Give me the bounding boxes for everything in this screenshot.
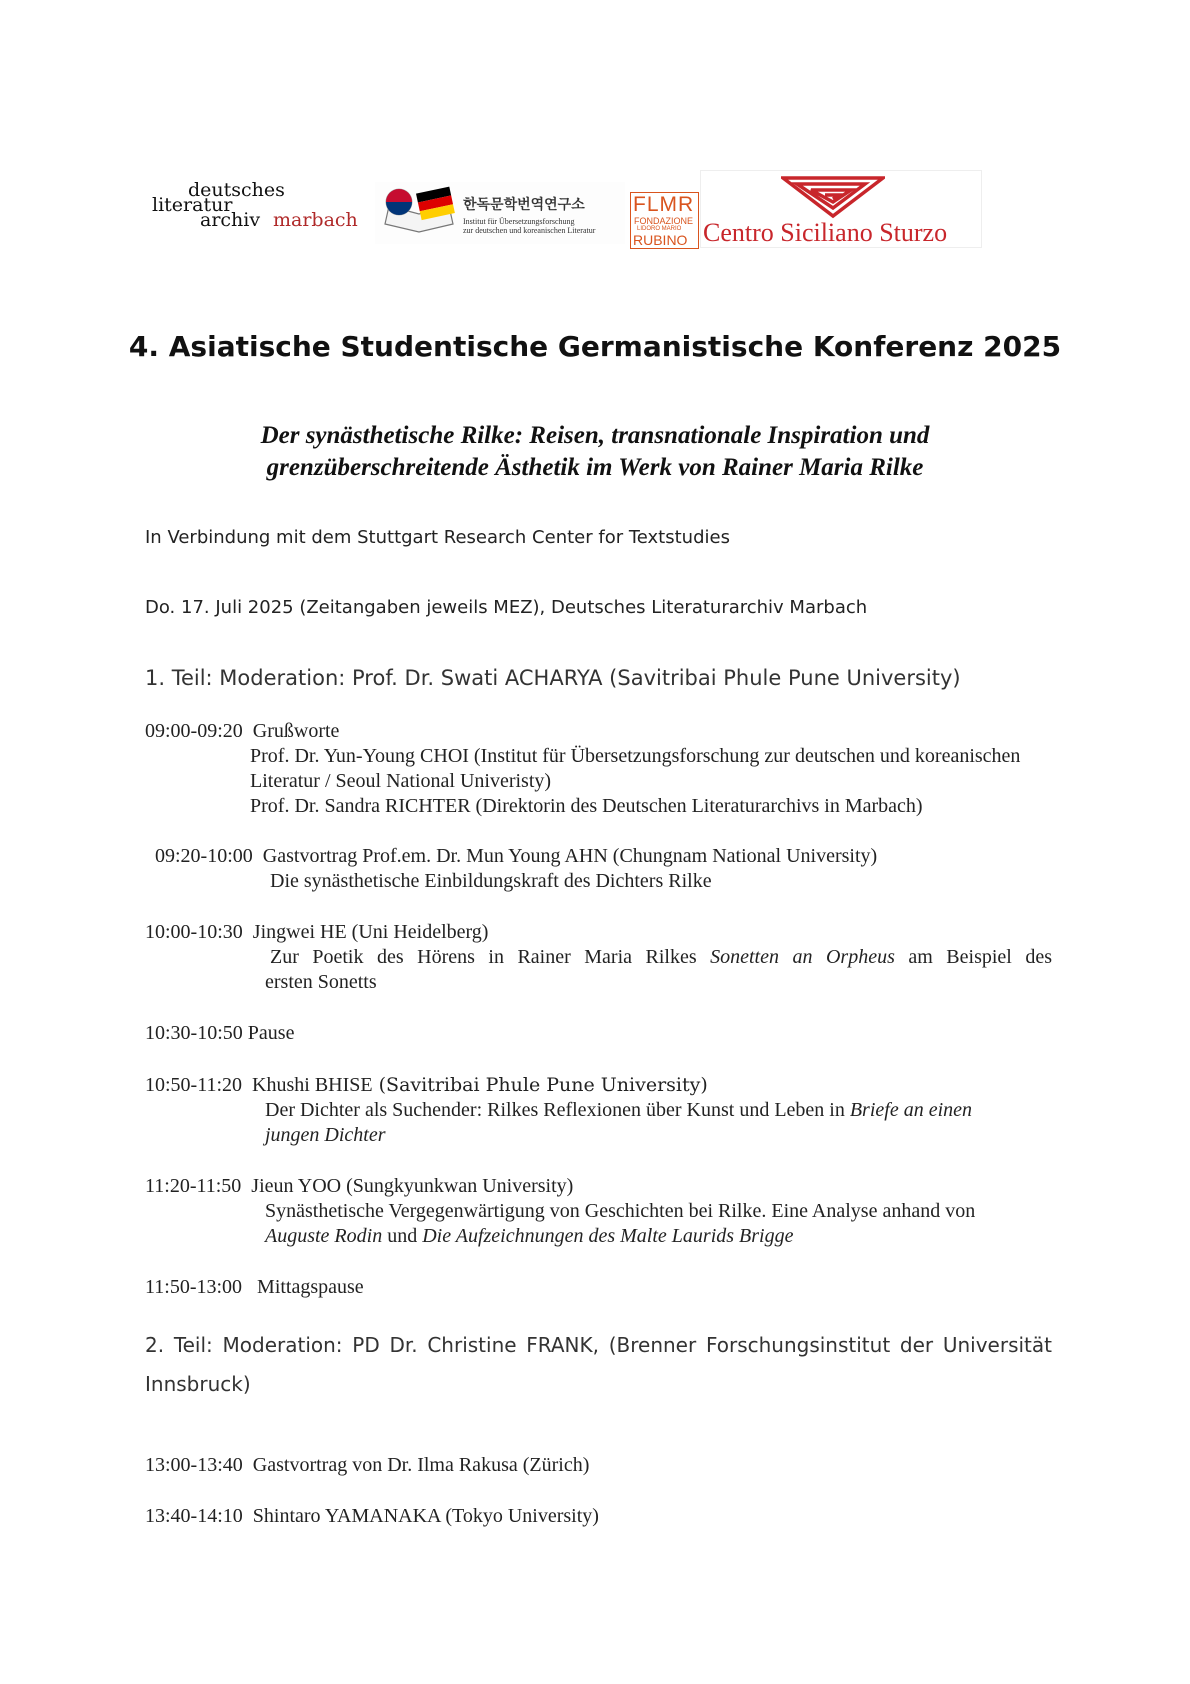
schedule-item: [145, 1022, 294, 1045]
time-slot: 10:30-10:50: [145, 1022, 243, 1044]
time-slot: 09:20-10:00: [155, 845, 253, 867]
session-detail-line: [270, 946, 1052, 969]
work-title: Die Aufzeichnungen des Malte Laurids Brigge: [422, 1225, 794, 1247]
part2-moderation-line2: Innsbruck): [145, 1372, 251, 1396]
session-title: Jieun YOO (Sungkyunkwan University): [251, 1175, 574, 1197]
part1-moderation: 1. Teil: Moderation: Prof. Dr. Swati ACHARYA (Savitribai Phule Pune University): [145, 666, 961, 690]
session-detail-line: Literatur / Seoul National Univeristy): [250, 770, 552, 792]
subtitle-line2: grenzüberschreitende Ästhetik im Werk von Rainer Maria Rilke: [266, 454, 924, 481]
session-title: Shintaro YAMANAKA (Tokyo University): [252, 1505, 599, 1527]
work-title: jungen Dichter: [265, 1124, 386, 1146]
time-slot: 13:40-14:10: [145, 1505, 243, 1527]
session-title: Gastvortrag von Dr. Ilma Rakusa (Zürich): [252, 1454, 590, 1476]
schedule-item: [145, 720, 339, 743]
detail-text: am Beispiel des: [894, 946, 1053, 968]
triangle-spiral-icon: [781, 175, 885, 219]
session-detail-line: Die synästhetische Einbildungskraft des Dichters Rilke: [270, 870, 712, 892]
time-slot: 11:20-11:50: [145, 1175, 242, 1197]
centro-sturzo-name: Centro Siciliano Sturzo: [703, 218, 948, 247]
dla-marbach-logo: [152, 179, 362, 243]
session-title: Khushi BHISE: [252, 1074, 373, 1096]
time-slot: 11:50-13:00: [145, 1276, 243, 1298]
work-title: Auguste Rodin: [265, 1225, 383, 1247]
session-title: Grußworte: [252, 720, 340, 742]
time-slot: 10:50-11:20: [145, 1074, 243, 1096]
korean-institute-sub-line2: zur deutschen und koreanischen Literatur: [463, 226, 596, 235]
schedule-item: [155, 845, 877, 868]
session-detail-line: ersten Sonetts: [265, 971, 377, 993]
time-slot: 09:00-09:20: [145, 720, 243, 742]
schedule-item: [145, 1276, 364, 1299]
schedule-item: [145, 1454, 589, 1477]
session-detail-line: Synästhetische Vergegenwärtigung von Geschichten bei Rilke. Eine Analyse anhand von: [265, 1200, 976, 1222]
work-title: Sonetten an Orpheus: [710, 946, 895, 968]
session-detail-line: Prof. Dr. Sandra RICHTER (Direktorin des Deutschen Literaturarchivs in Marbach): [250, 795, 923, 817]
session-affiliation: (Savitribai Phule Pune University): [372, 1074, 708, 1096]
conference-title: 4. Asiatische Studentische Germanistische Konferenz 2025: [128, 330, 1062, 363]
flmr-line1: FONDAZIONE: [634, 216, 694, 226]
flmr-line2: LIDORO MARIO: [637, 226, 682, 232]
session-detail-line: [265, 1225, 793, 1248]
detail-text: und: [382, 1225, 423, 1247]
dla-logo-line3: archiv: [200, 209, 261, 231]
session-title: Mittagspause: [257, 1276, 364, 1298]
dla-logo-line1: deutsches: [188, 179, 285, 201]
detail-text: Zur Poetik des Hörens in Rainer Maria Rilkes: [270, 946, 711, 968]
flmr-letters: FLMR: [633, 193, 695, 216]
work-title: Briefe an einen: [849, 1099, 973, 1121]
date-location: Do. 17. Juli 2025 (Zeitangaben jeweils MEZ), Deutsches Literaturarchiv Marbach: [145, 597, 868, 618]
flmr-logo: [630, 192, 699, 249]
dla-logo-marbach: marbach: [273, 209, 358, 231]
centro-sturzo-logo: [700, 170, 982, 248]
korean-institute-subtitle: [463, 217, 595, 235]
session-detail-line: Prof. Dr. Yun-Young CHOI (Institut für Übersetzungsforschung zur deutschen und koreanischen: [250, 745, 1021, 767]
time-slot: 13:00-13:40: [145, 1454, 243, 1476]
book-flags-icon: [379, 186, 459, 238]
detail-text: Der Dichter als Suchender: Rilkes Reflexionen über Kunst und Leben in: [265, 1099, 850, 1121]
session-title: Jingwei HE (Uni Heidelberg): [252, 921, 489, 943]
session-title: Pause: [247, 1022, 295, 1044]
part2-moderation: 2. Teil: Moderation: PD Dr. Christine FRANK, (Brenner Forschungsinstitut der Universität: [145, 1333, 1052, 1357]
subtitle-line1: Der synästhetische Rilke: Reisen, transnationale Inspiration und: [260, 422, 930, 449]
schedule-item: [145, 1175, 573, 1198]
schedule-item: [145, 1505, 599, 1528]
session-title: Gastvortrag Prof.em. Dr. Mun Young AHN (Chungnam National University): [262, 845, 878, 867]
time-slot: 10:00-10:30: [145, 921, 243, 943]
korean-institute-title: 한독문학번역연구소: [463, 197, 585, 213]
korean-institute-sub-line1: Institut für Übersetzungsforschung: [463, 217, 575, 226]
cooperation-note: In Verbindung mit dem Stuttgart Research Center for Textstudies: [145, 527, 730, 548]
flmr-line3: RUBINO: [633, 232, 688, 248]
schedule-item: [145, 921, 488, 944]
session-detail-line: [265, 1124, 386, 1147]
korean-institute-logo: [375, 182, 625, 244]
session-detail-line: [265, 1099, 972, 1122]
schedule-item: [145, 1074, 708, 1097]
dla-logo-line2: literatur: [152, 194, 233, 216]
